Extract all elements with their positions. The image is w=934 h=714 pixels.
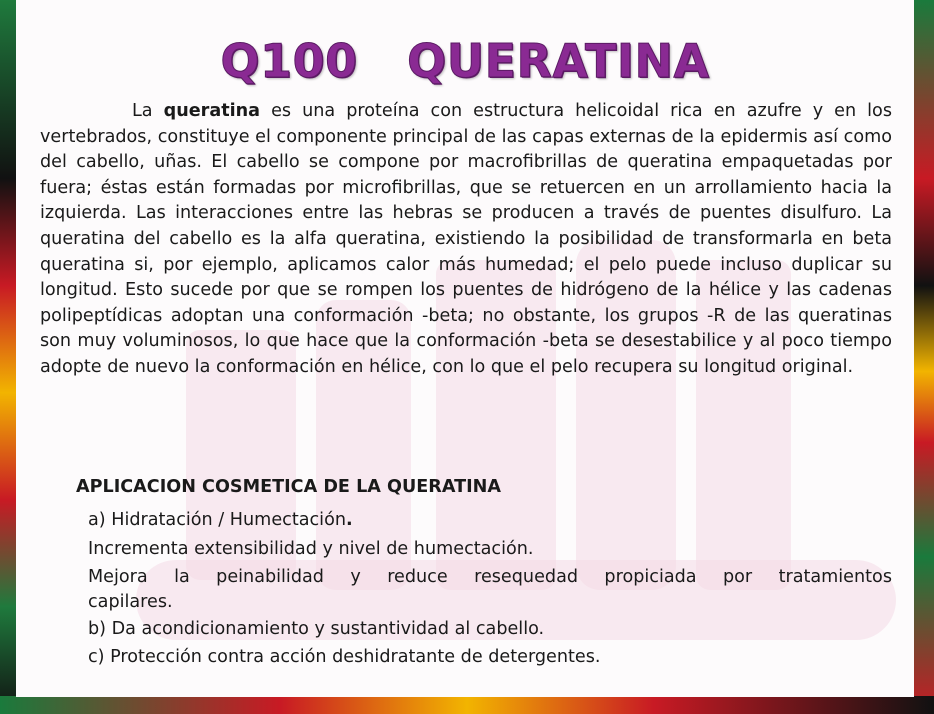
paragraph-body: es una proteína con estructura helicoidal rica en azufre y en los vertebrados, constituye el componente principal de las capas externas de la epidermis así como del cabello, uñas. El cabello se compone por macrofibrillas de queratina empaquetadas por fuera; éstas están formadas por microfibrillas, que se retuercen en un arrollamiento hacia la izquierda. Las interacciones entre las hebras se producen a través de puentes disulfuro. La queratina del cabello es la alfa queratina, existiendo la posibilidad de transformarla en beta queratina si, por ejemplo, aplicamos calor más humedad; el pelo puede incluso duplicar su longitud. Esto sucede por que se rompen los puentes de hidrógeno de la hélice y las cadenas polipeptídicas adoptan una conformación -beta; no obstante, los grupos -R de las queratinas son muy voluminosos, lo que hace que la conformación -beta se desestabilice y al poco tiempo adopte de nuevo la conformación en hélice, con lo que el pelo recupera su longitud original. [40, 101, 892, 377]
applications-list [88, 506, 892, 672]
application-line: Mejora la peinabilidad y reduce resequedad propiciada por tratamientos [88, 567, 892, 588]
application-b: b) Da acondicionamiento y sustantividad al cabello. [88, 618, 545, 639]
intro-bold-term: queratina [163, 101, 261, 121]
frame-right-stripe [912, 0, 934, 714]
application-a-label: a) Hidratación / Humectación [88, 510, 346, 530]
application-line-continued: capilares. [88, 591, 173, 612]
slide-panel [16, 0, 914, 697]
frame-bottom-stripe [0, 696, 934, 714]
intro-prefix: La [132, 101, 164, 121]
section-heading: APLICACION COSMETICA DE LA QUERATINA [76, 477, 501, 497]
intro-paragraph [40, 99, 892, 381]
application-c: c) Protección contra acción deshidratante de detergentes. [88, 647, 601, 668]
application-a [88, 506, 892, 535]
slide-title: Q100 QUERATINA [220, 34, 710, 88]
application-a-suffix: . [345, 510, 353, 530]
application-line: Incrementa extensibilidad y nivel de humectación. [88, 538, 534, 559]
